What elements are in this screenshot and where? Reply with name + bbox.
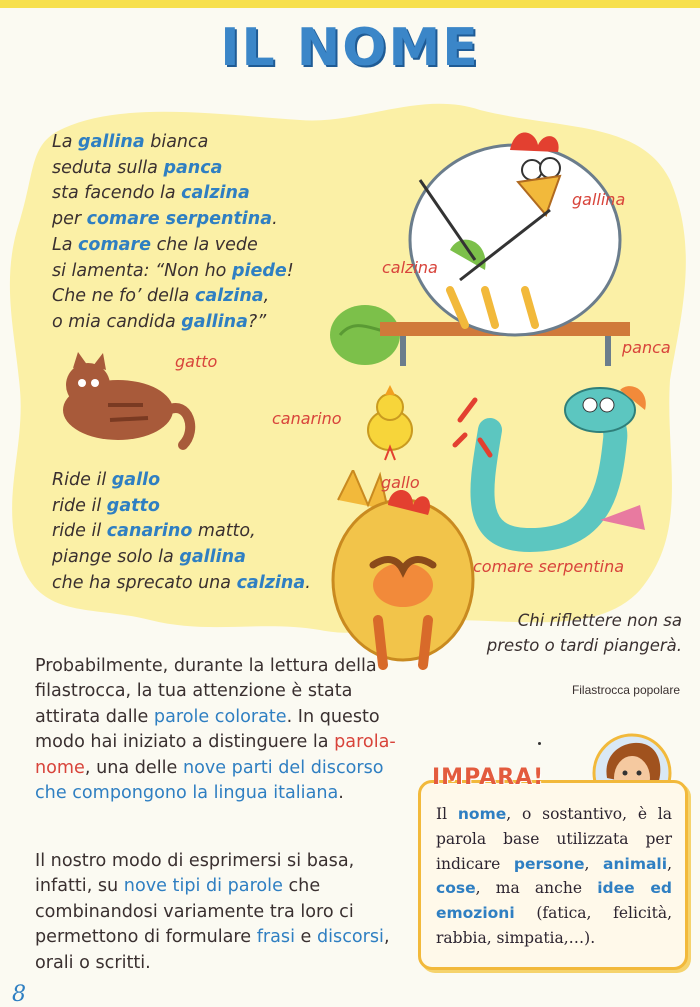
- body-highlight: nove parti del discorso che compongono la lingua italiana: [35, 757, 384, 804]
- body-text: e: [294, 927, 317, 948]
- proverb-line: presto o tardi piangerà.: [486, 636, 682, 655]
- poem-text: La: [52, 234, 79, 255]
- poem-line: [52, 571, 352, 597]
- rooster-illustration: [318, 470, 488, 670]
- impara-text: ,: [584, 854, 604, 873]
- body-highlight: discorsi: [316, 927, 384, 948]
- body-highlight: frasi: [256, 927, 295, 948]
- poem-text: seduta sulla: [52, 157, 164, 178]
- explanation-paragraph-1: [35, 654, 415, 806]
- body-highlight: parola-nome: [35, 732, 396, 778]
- poem-text: ride il: [52, 495, 107, 516]
- body-text: , una delle: [84, 757, 183, 778]
- poem-keyword: calzina: [181, 183, 250, 204]
- body-highlight: parole colorate: [153, 706, 287, 727]
- impara-keyword: persone: [513, 854, 585, 873]
- poem-keyword: panca: [163, 157, 223, 178]
- page-title: IL NOME: [220, 18, 480, 78]
- label-gallina: gallina: [572, 190, 626, 209]
- poem-keyword: gallina: [181, 311, 248, 332]
- proverb: [470, 608, 682, 658]
- poem-source: Filastrocca popolare: [571, 683, 680, 697]
- label-canarino: canarino: [272, 409, 342, 428]
- poem-second-stanza: [52, 468, 352, 597]
- canary-illustration: [355, 385, 425, 465]
- body-text: Probabilmente, durante la lettura della filastrocca, la tua attenzione è stata attirata dalle: [35, 656, 377, 727]
- body-highlight: nove tipi di parole: [123, 876, 283, 897]
- poem-text: ride il: [52, 521, 107, 542]
- impara-keyword: cose: [436, 879, 476, 898]
- poem-text: matto,: [192, 521, 256, 542]
- proverb-line: Chi riflettere non sa: [517, 611, 682, 630]
- poem-keyword: canarino: [106, 521, 193, 542]
- impara-text: ,: [667, 854, 672, 873]
- label-gallo: gallo: [381, 473, 420, 492]
- impara-keyword: idee ed emozioni: [436, 879, 672, 923]
- poem-keyword: gallo: [111, 470, 161, 490]
- poem-text: !: [286, 260, 294, 281]
- poem-text: sta facendo la: [52, 183, 182, 204]
- poem-text: La: [52, 132, 79, 152]
- label-gatto: gatto: [175, 352, 218, 371]
- impara-text: (fatica, felicità, rabbia, simpatia,…).: [436, 904, 672, 947]
- impara-title: IMPARA!: [432, 765, 545, 790]
- poem-keyword: gallina: [179, 547, 246, 568]
- body-text: . In questo modo hai iniziato a distinguere la: [35, 706, 380, 753]
- poem-keyword: comare serpentina: [86, 209, 273, 230]
- impara-text: Il: [436, 805, 458, 823]
- explanation-paragraph-2: [35, 849, 415, 976]
- poem-line: [52, 519, 352, 545]
- poem-keyword: calzina: [236, 572, 306, 593]
- poem-text: piange solo la: [52, 547, 180, 568]
- impara-text: , o sostantivo, è la parola base utilizzata per indicare: [436, 805, 672, 873]
- poem-text: bianca: [144, 132, 209, 152]
- body-text: Il nostro modo di esprimersi si basa, infatti, su: [35, 851, 355, 897]
- hen-on-bench-illustration: [300, 110, 680, 370]
- stray-dot: [538, 742, 541, 745]
- body-text: che combinandosi variamente tra loro ci permettono di formulare: [35, 876, 354, 948]
- impara-text: [436, 802, 672, 951]
- poem-line: [52, 545, 352, 571]
- impara-keyword: nome: [457, 805, 507, 823]
- label-comare-serpentina: comare serpentina: [473, 557, 625, 576]
- poem-keyword: comare: [78, 234, 151, 255]
- poem-text: .: [272, 209, 278, 230]
- body-text: , orali o scritti.: [35, 927, 390, 973]
- poem-keyword: gatto: [106, 495, 160, 516]
- poem-line: [52, 494, 352, 520]
- poem-text: per: [52, 209, 87, 230]
- poem-text: che ha sprecato una: [52, 572, 237, 593]
- poem-keyword: piede: [231, 260, 287, 281]
- body-text: .: [338, 783, 344, 804]
- poem-text: o mia candida: [52, 311, 182, 332]
- poem-keyword: gallina: [78, 132, 145, 152]
- poem-text: ?”: [247, 311, 267, 332]
- top-band: [0, 0, 700, 8]
- poem-text: Che ne fo’ della: [52, 286, 195, 307]
- label-panca: panca: [622, 338, 671, 357]
- poem-text: si lamenta: “Non ho: [52, 260, 232, 281]
- impara-keyword: animali: [603, 854, 668, 873]
- page-number: 8: [12, 982, 26, 1007]
- poem-text: .: [305, 572, 311, 593]
- poem-line: [52, 468, 352, 494]
- label-calzina: calzina: [382, 258, 438, 277]
- poem-text: Ride il: [52, 470, 112, 490]
- poem-keyword: calzina: [194, 286, 264, 307]
- poem-text: ,: [263, 286, 270, 307]
- impara-text: , ma anche: [475, 879, 598, 898]
- poem-text: che la vede: [151, 234, 258, 255]
